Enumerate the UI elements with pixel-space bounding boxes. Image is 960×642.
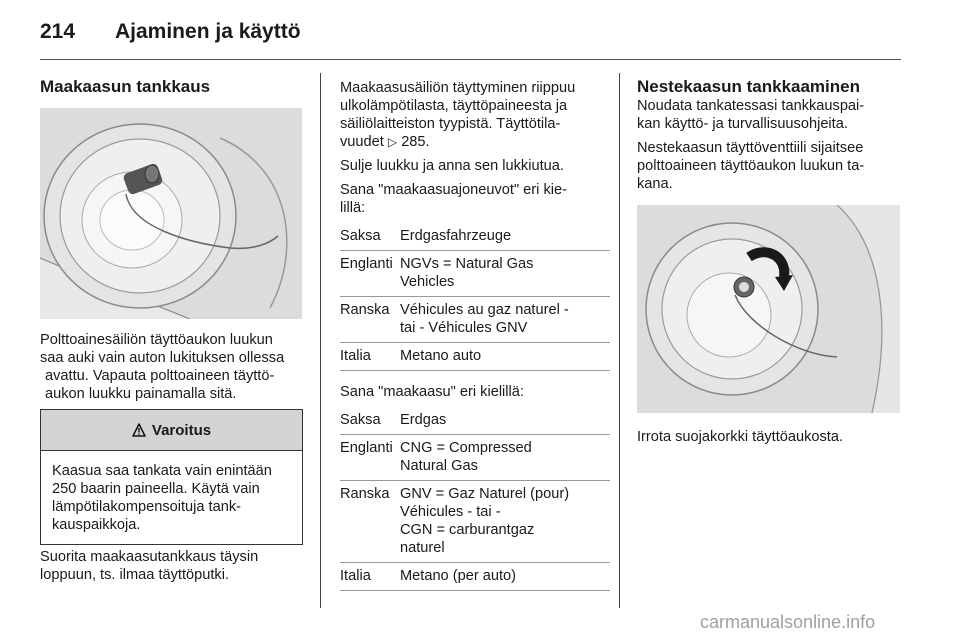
- table-cell-language: Englanti: [340, 440, 393, 456]
- text-line: NGVs = Natural Gas: [400, 256, 534, 272]
- table-row: [340, 223, 610, 251]
- fuel-flap-illustration: [40, 108, 302, 319]
- text-line: säiliölaitteiston tyypistä. Täyttötila-: [340, 116, 561, 132]
- table-row: [340, 563, 610, 591]
- vehicle-terms-intro: [340, 181, 610, 217]
- lpg-valve-paragraph: [637, 139, 902, 193]
- table-cell-term: [400, 227, 610, 245]
- text-line: kan käyttö- ja turvallisuusohjeita.: [637, 116, 848, 132]
- text-line: Sana "maakaasuajoneuvot" eri kie-: [340, 182, 567, 198]
- page-number: 214: [40, 20, 76, 43]
- page-reference-link[interactable]: 285.: [401, 134, 430, 150]
- table-row: [340, 435, 610, 481]
- text-line: Erdgasfahrzeuge: [400, 228, 512, 244]
- table-cell-language: Saksa: [340, 412, 381, 428]
- text-line: naturel: [400, 540, 445, 556]
- text-line: polttoaineen täyttöaukon luukun ta-: [637, 158, 865, 174]
- text-line: CGN = carburantgaz: [400, 522, 535, 538]
- table-row: [340, 251, 610, 297]
- text-line: kauspaikkoja.: [52, 517, 141, 533]
- vehicle-terms-table: [340, 223, 610, 371]
- table-cell-term: [400, 411, 610, 429]
- gas-terms-intro: Sana "maakaasu" eri kielillä:: [340, 384, 524, 400]
- text-line: lillä:: [340, 200, 366, 216]
- table-cell-term: [400, 439, 610, 475]
- column-divider-2: [619, 73, 620, 608]
- warning-triangle-icon: [132, 423, 146, 437]
- text-line: avattu. Vapauta polttoaineen täyttö-: [45, 368, 275, 384]
- table-cell-term: [400, 567, 610, 585]
- text-line: Véhicules au gaz naturel -: [400, 302, 569, 318]
- table-cell-language: Italia: [340, 568, 371, 584]
- close-flap-paragraph: Sulje luukku ja anna sen lukkiutua.: [340, 158, 564, 174]
- page-reference-arrow-icon[interactable]: ▷: [387, 135, 398, 149]
- table-cell-language: Italia: [340, 348, 371, 364]
- table-cell-term: [400, 255, 610, 291]
- table-cell-term: [400, 301, 610, 337]
- text-line: saa auki vain auton lukituksen ollessa: [40, 350, 285, 366]
- middle-column-text: [340, 79, 610, 591]
- text-line: Erdgas: [400, 412, 447, 428]
- table-cell-term: [400, 347, 610, 365]
- text-line: CNG = Compressed: [400, 440, 532, 456]
- warning-body: [41, 451, 302, 544]
- table-row: [340, 343, 610, 371]
- text-line: Véhicules - tai -: [400, 504, 501, 520]
- text-line: aukon luukku painamalla sitä.: [45, 386, 237, 402]
- text-line: Vehicles: [400, 274, 455, 290]
- watermark: carmanualsonline.info: [700, 612, 876, 632]
- section-heading-cng: Maakaasun tankkaus: [40, 77, 211, 96]
- lpg-valve-illustration: [637, 205, 900, 413]
- table-cell-language: Saksa: [340, 228, 381, 244]
- table-cell-language: Ranska: [340, 302, 390, 318]
- warning-header: [41, 410, 302, 451]
- text-line: Metano auto: [400, 348, 482, 364]
- table-cell-language: Englanti: [340, 256, 393, 272]
- text-line: Maakaasusäiliön täyttyminen riippuu: [340, 80, 576, 96]
- fuel-flap-photo-cng: [40, 108, 302, 319]
- gas-terms-table: [340, 407, 610, 591]
- table-row: [340, 297, 610, 343]
- text-line: Natural Gas: [400, 458, 478, 474]
- fuel-flap-photo-lpg: [637, 205, 900, 413]
- capacity-paragraph: [340, 79, 610, 151]
- text-line: kana.: [637, 176, 673, 192]
- page-title: Ajaminen ja käyttö: [115, 20, 301, 43]
- text-line: Kaasua saa tankata vain enintään: [52, 463, 272, 479]
- remove-cap-paragraph: Irrota suojakorkki täyttöaukosta.: [637, 429, 844, 445]
- text-line: GNV = Gaz Naturel (pour): [400, 486, 570, 502]
- warning-box: [40, 409, 303, 545]
- column-divider-1: [320, 73, 321, 608]
- table-row: [340, 407, 610, 435]
- cng-fill-paragraph: [40, 548, 310, 584]
- text-line: Metano (per auto): [400, 568, 517, 584]
- text-line: Suorita maakaasutankkaus täysin: [40, 549, 259, 565]
- text-line: ulkolämpötilasta, täyttöpaineesta ja: [340, 98, 568, 114]
- lpg-intro-text: [637, 97, 902, 199]
- table-cell-language: Ranska: [340, 486, 390, 502]
- text-line: Noudata tankatessasi tankkauspai-: [637, 98, 865, 114]
- text-line: vuudet: [340, 134, 384, 150]
- text-line: Nestekaasun täyttöventtiili sijaitsee: [637, 140, 864, 156]
- table-row: [340, 481, 610, 563]
- text-line: 250 baarin paineella. Käytä vain: [52, 481, 260, 497]
- cng-intro-paragraph: [40, 331, 310, 403]
- table-cell-term: [400, 485, 610, 557]
- header-divider: [40, 59, 901, 60]
- text-line: tai - Véhicules GNV: [400, 320, 528, 336]
- section-heading-lpg: Nestekaasun tankkaaminen: [637, 77, 860, 96]
- warning-title: Varoitus: [151, 421, 212, 439]
- text-line: Polttoainesäiliön täyttöaukon luukun: [40, 332, 273, 348]
- text-line: lämpötilakompensoituja tank-: [52, 499, 242, 515]
- text-line: loppuun, ts. ilmaa täyttöputki.: [40, 567, 230, 583]
- lpg-instructions-paragraph: [637, 97, 902, 133]
